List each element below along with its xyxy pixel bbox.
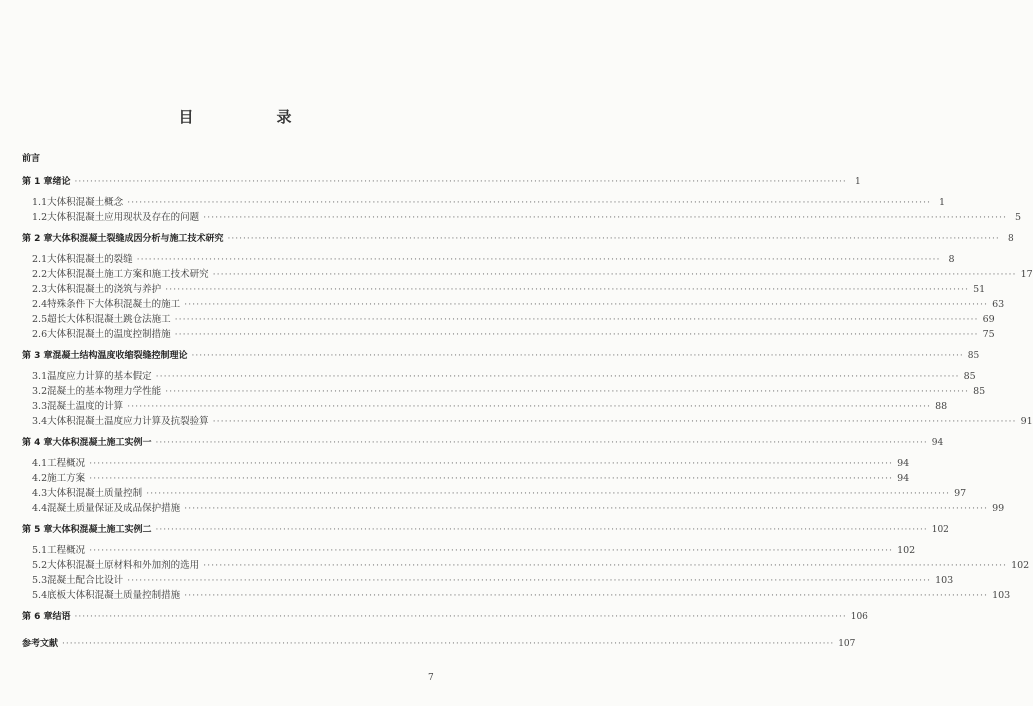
toc-dot-leader: ········································································································································································································ xyxy=(127,575,932,586)
toc-section-entry xyxy=(22,251,955,266)
page-number: 7 xyxy=(428,673,434,683)
toc-section-entry xyxy=(22,557,1030,572)
toc-entry-title: 结语 xyxy=(52,612,71,622)
toc-entry-page: 69 xyxy=(982,314,995,325)
toc-entry-page: 8 xyxy=(1007,234,1014,244)
toc-entry-page: 103 xyxy=(992,590,1011,601)
toc-dot-leader: ········································································································································································································ xyxy=(184,503,989,514)
toc-entry-page: 51 xyxy=(973,284,986,295)
toc-dot-leader: ········································································································································································································ xyxy=(127,401,932,412)
toc-chapter-entry xyxy=(22,434,944,449)
toc-section-entry xyxy=(22,296,1005,311)
toc-chapter-entry xyxy=(22,347,980,362)
toc-entry-title: 混凝土质量保证及成品保护措施 xyxy=(47,503,181,514)
toc-dot-leader: ········································································································································································································ xyxy=(155,438,928,448)
toc-dot-leader: ········································································································································································································ xyxy=(165,386,970,397)
toc-section-entry xyxy=(22,311,995,326)
toc-chapter-entry xyxy=(22,521,949,536)
toc-entry-page: 5 xyxy=(1015,212,1022,223)
toc-entry-number: 3.3 xyxy=(32,401,48,412)
toc-chapter-entry xyxy=(22,173,861,188)
toc-chapter-entry xyxy=(22,635,856,650)
toc-entry-number: 2.1 xyxy=(32,254,48,265)
toc-section-entry xyxy=(22,542,916,557)
toc-section-entry xyxy=(22,194,946,209)
toc-entry-number: 3.4 xyxy=(32,416,48,427)
toc-dot-leader: ········································································································································································································ xyxy=(191,351,964,361)
toc-entry-title: 大体积混凝土施工实例一 xyxy=(52,438,152,448)
toc-entry-title: 绪论 xyxy=(52,177,71,187)
toc-entry-number: 2.3 xyxy=(32,284,48,295)
toc-entry-title: 超长大体积混凝土跳仓法施工 xyxy=(47,314,171,325)
toc-section-entry xyxy=(22,455,910,470)
toc-entry-number: 2.6 xyxy=(32,329,48,340)
toc-entry-title: 大体积混凝土裂缝成因分析与施工技术研究 xyxy=(52,234,224,244)
toc-entry-page: 94 xyxy=(897,473,910,484)
toc-entry-title: 特殊条件下大体积混凝土的施工 xyxy=(47,299,181,310)
toc-entry-page: 1 xyxy=(939,197,946,208)
toc-dot-leader: ········································································································································································································ xyxy=(212,269,1017,280)
toc-entry-page: 88 xyxy=(935,401,948,412)
toc-entry-title: 混凝土温度的计算 xyxy=(47,401,124,412)
toc-entry-title: 大体积混凝土概念 xyxy=(47,197,124,208)
toc-section-entry xyxy=(22,572,954,587)
toc-entry-page: 102 xyxy=(931,525,949,535)
toc-entry-title: 大体积混凝土温度应力计算及抗裂验算 xyxy=(47,416,209,427)
toc-entry-title: 大体积混凝土施工方案和施工技术研究 xyxy=(47,269,209,280)
toc-dot-leader: ········································································································································································································ xyxy=(89,458,894,469)
table-of-contents xyxy=(22,150,1033,650)
toc-section-entry xyxy=(22,485,967,500)
toc-entry-title: 底板大体积混凝土质量控制措施 xyxy=(47,590,181,601)
toc-entry-number: 4.4 xyxy=(32,503,48,514)
toc-entry-page: 97 xyxy=(954,488,967,499)
toc-entry-number: 第 5 章 xyxy=(22,525,53,535)
toc-dot-leader: ········································································································································································································ xyxy=(203,560,1008,571)
toc-dot-leader: ········································································································································································································ xyxy=(146,488,951,499)
toc-entry-title: 大体积混凝土原材料和外加剂的选用 xyxy=(47,560,200,571)
toc-section-entry xyxy=(22,398,948,413)
toc-entry-page: 17 xyxy=(1020,269,1033,280)
toc-section-entry xyxy=(22,470,910,485)
toc-entry-page: 85 xyxy=(973,386,986,397)
toc-section-entry xyxy=(22,326,995,341)
toc-entry-page: 102 xyxy=(1011,560,1030,571)
toc-entry-number: 1.1 xyxy=(32,197,48,208)
toc-entry-title: 混凝土结构温度收缩裂缝控制理论 xyxy=(52,351,188,361)
toc-entry-page: 85 xyxy=(963,371,976,382)
toc-entry-title: 大体积混凝土的浇筑与养护 xyxy=(47,284,162,295)
toc-entry-number: 1.2 xyxy=(32,212,48,223)
toc-entry-page: 102 xyxy=(897,545,916,556)
toc-entry-number: 4.1 xyxy=(32,458,48,469)
toc-dot-leader: ········································································································································································································ xyxy=(89,545,894,556)
toc-entry-title: 参考文献 xyxy=(22,639,59,649)
toc-entry-page: 1 xyxy=(854,177,861,187)
toc-chapter-entry xyxy=(22,608,868,623)
toc-entry-number: 4.2 xyxy=(32,473,48,484)
toc-entry-number: 5.3 xyxy=(32,575,48,586)
toc-entry-page: 103 xyxy=(935,575,954,586)
toc-dot-leader: ········································································································································································································ xyxy=(174,329,979,340)
toc-entry-number: 2.4 xyxy=(32,299,48,310)
toc-dot-leader: ········································································································································································································ xyxy=(136,254,941,265)
toc-dot-leader: ········································································································································································································ xyxy=(174,314,979,325)
toc-entry-number: 第 6 章 xyxy=(22,612,53,622)
toc-entry-number: 第 2 章 xyxy=(22,234,53,244)
page-title: 目 录 xyxy=(178,108,326,126)
toc-entry-title: 大体积混凝土的裂缝 xyxy=(47,254,133,265)
toc-entry-page: 99 xyxy=(992,503,1005,514)
toc-entry-number: 4.3 xyxy=(32,488,48,499)
toc-section-entry xyxy=(22,209,1022,224)
toc-entry-number: 第 1 章 xyxy=(22,177,53,187)
toc-entry-number: 5.1 xyxy=(32,545,48,556)
toc-entry-number: 3.1 xyxy=(32,371,48,382)
toc-dot-leader: ········································································································································································································ xyxy=(212,416,1017,427)
toc-entry-title: 工程概况 xyxy=(47,545,86,556)
toc-entry-page: 75 xyxy=(982,329,995,340)
toc-chapter-entry xyxy=(22,230,1014,245)
toc-entry-title: 混凝土的基本物理力学性能 xyxy=(47,386,162,397)
toc-dot-leader: ········································································································································································································ xyxy=(184,590,989,601)
toc-dot-leader: ········································································································································································································ xyxy=(227,234,1000,244)
toc-entry-title: 温度应力计算的基本假定 xyxy=(47,371,152,382)
toc-section-entry xyxy=(22,587,1011,602)
toc-entry-page: 94 xyxy=(931,438,944,448)
toc-dot-leader: ········································································································································································································ xyxy=(89,473,894,484)
toc-entry-number: 第 4 章 xyxy=(22,438,53,448)
toc-entry-page: 107 xyxy=(838,639,856,649)
toc-entry-page: 94 xyxy=(897,458,910,469)
toc-entry-title: 大体积混凝土质量控制 xyxy=(47,488,143,499)
toc-entry-number: 2.5 xyxy=(32,314,48,325)
toc-entry-number: 第 3 章 xyxy=(22,351,53,361)
toc-entry-title: 前言 xyxy=(22,154,41,164)
toc-dot-leader: ········································································································································································································ xyxy=(155,371,960,382)
toc-entry-title: 施工方案 xyxy=(47,473,86,484)
toc-dot-leader: ········································································································································································································ xyxy=(127,197,932,208)
toc-dot-leader: ········································································································································································································ xyxy=(203,212,1008,223)
toc-dot-leader: ········································································································································································································ xyxy=(155,525,928,535)
toc-dot-leader: ········································································································································································································ xyxy=(74,612,847,622)
toc-entry-title: 混凝土配合比设计 xyxy=(47,575,124,586)
toc-section-entry xyxy=(22,281,986,296)
toc-foreword-entry xyxy=(22,150,440,165)
toc-entry-page: 106 xyxy=(850,612,868,622)
toc-entry-title: 大体积混凝土的温度控制措施 xyxy=(47,329,171,340)
toc-dot-leader: ········································································································································································································ xyxy=(62,639,835,649)
toc-dot-leader: ········································································································································································································ xyxy=(165,284,970,295)
toc-dot-leader: ········································································································································································································ xyxy=(74,177,847,187)
toc-entry-number: 2.2 xyxy=(32,269,48,280)
toc-section-entry xyxy=(22,266,1033,281)
toc-entry-page: 8 xyxy=(948,254,955,265)
toc-entry-number: 5.2 xyxy=(32,560,48,571)
toc-entry-number: 5.4 xyxy=(32,590,48,601)
toc-entry-page: 63 xyxy=(992,299,1005,310)
toc-section-entry xyxy=(22,413,1033,428)
toc-entry-page: 85 xyxy=(967,351,980,361)
toc-section-entry xyxy=(22,383,986,398)
toc-entry-title: 工程概况 xyxy=(47,458,86,469)
toc-entry-page: 91 xyxy=(1020,416,1033,427)
toc-entry-title: 大体积混凝土施工实例二 xyxy=(52,525,152,535)
toc-section-entry xyxy=(22,500,1005,515)
toc-section-entry xyxy=(22,368,976,383)
toc-entry-number: 3.2 xyxy=(32,386,48,397)
toc-dot-leader: ········································································································································································································ xyxy=(184,299,989,310)
toc-entry-title: 大体积混凝土应用现状及存在的问题 xyxy=(47,212,200,223)
